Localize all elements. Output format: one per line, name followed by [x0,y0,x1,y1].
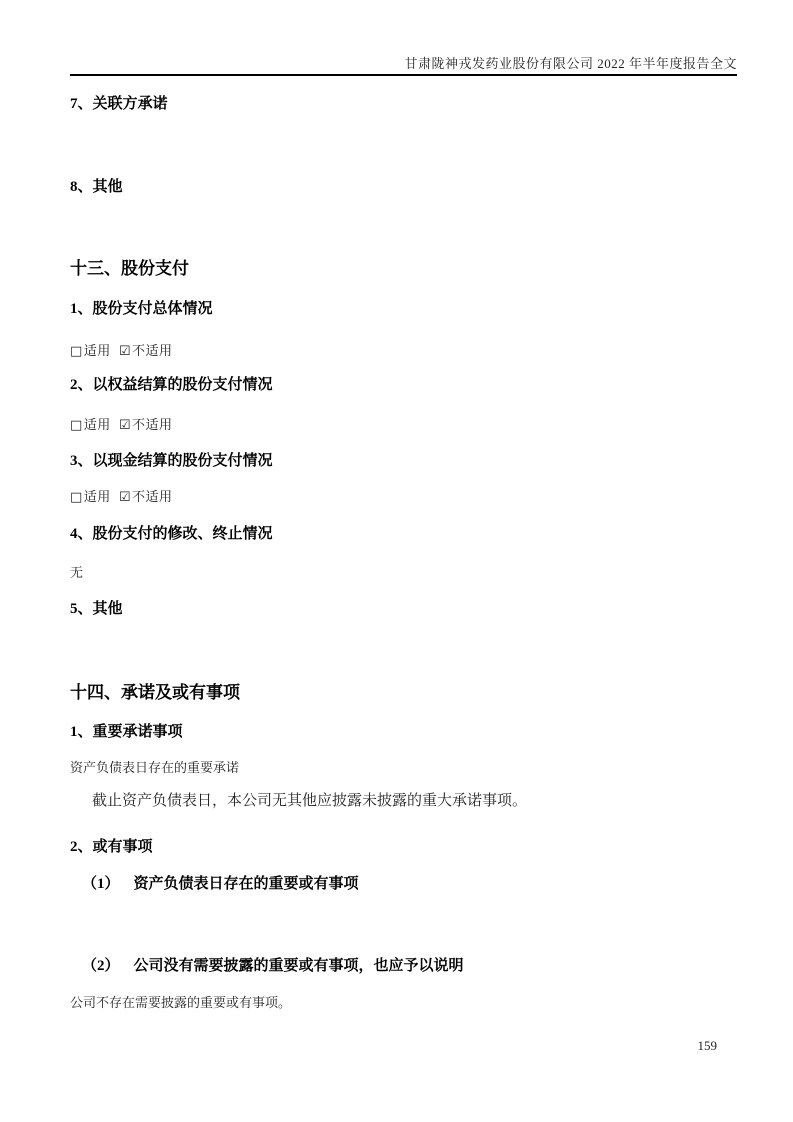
share-payment-modification-body: 无 [70,565,84,580]
section-13-share-payment-title: 十三、股份支付 [70,259,189,278]
applicability-row [70,486,737,505]
not-applicable-label: 不适用 [131,417,173,432]
share-payment-modification-title: 4、股份支付的修改、终止情况 [70,526,273,542]
checkbox-unchecked-icon: □ [70,490,83,505]
checkbox-checked-icon: ☑ [118,344,131,359]
not-applicable-label: 不适用 [131,489,173,504]
contingency-item-1-title [82,872,737,893]
section-7-related-party-commitments-title: 7、关联方承诺 [70,96,168,112]
applicable-label: 适用 [83,343,111,358]
contingency-item-2-number: （2） [82,958,120,974]
contingency-item-2-body: 公司不存在需要披露的重要或有事项。 [70,995,292,1010]
important-commitments-title: 1、重要承诺事项 [70,724,183,740]
share-payment-cash-settled-title: 3、以现金结算的股份支付情况 [70,453,273,469]
contingency-item-1-text: 资产负债表日存在的重要或有事项 [133,876,359,892]
report-header-title: 甘肃陇神戎发药业股份有限公司 2022 年半年度报告全文 [404,56,737,71]
applicability-row [70,340,737,359]
important-commitments-body: 截止资产负债表日，本公司无其他应披露未披露的重大承诺事项。 [92,793,528,809]
important-commitments-subtitle: 资产负债表日存在的重要承诺 [70,760,240,775]
contingency-item-2-text: 公司没有需要披露的重要或有事项，也应予以说明 [133,958,464,974]
contingencies-title: 2、或有事项 [70,839,153,855]
not-applicable-label: 不适用 [131,343,173,358]
share-payment-equity-settled-title: 2、以权益结算的股份支付情况 [70,377,273,393]
contingency-item-2-title [82,954,737,975]
checkbox-unchecked-icon: □ [70,344,83,359]
page-number: 159 [697,1038,717,1053]
header-divider [70,74,737,76]
contingency-item-1-number: （1） [82,876,120,892]
checkbox-checked-icon: ☑ [118,490,131,505]
section-8-other-title: 8、其他 [70,179,123,195]
share-payment-overall-title: 1、股份支付总体情况 [70,301,213,317]
section-14-commitments-title: 十四、承诺及或有事项 [70,683,240,702]
applicable-label: 适用 [83,417,111,432]
checkbox-checked-icon: ☑ [118,418,131,433]
applicability-row [70,414,737,433]
share-payment-other-title: 5、其他 [70,601,123,617]
checkbox-unchecked-icon: □ [70,418,83,433]
applicable-label: 适用 [83,489,111,504]
